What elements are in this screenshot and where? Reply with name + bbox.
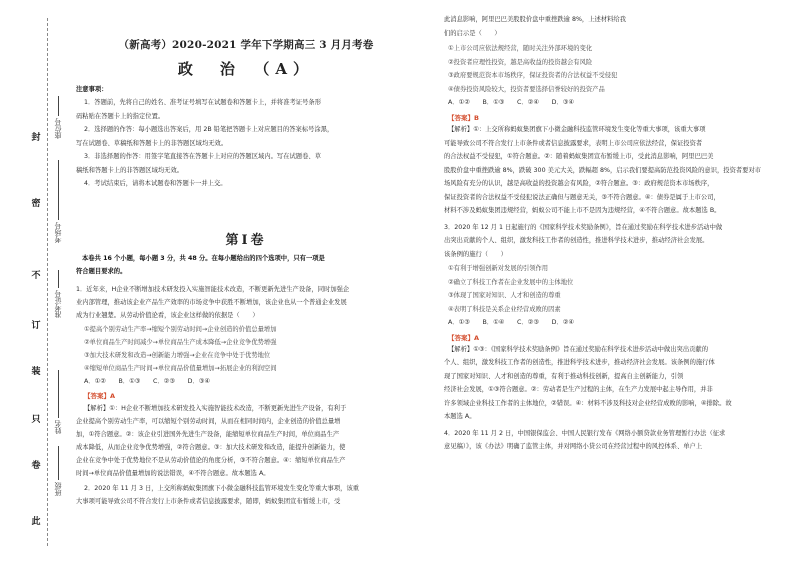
option-line: ④债券投资风险较大，投资者要选择信誉较好的投资产品	[448, 85, 605, 93]
note-line: 2．选择题的作答：每小题选出答案后，用 2B 铅笔把答题卡上对应题目的答案标号涂黑，	[84, 126, 334, 133]
left-column	[76, 0, 416, 562]
answer-label: 【答案】A	[84, 392, 116, 400]
intro-line: 符合题目要求的。	[76, 268, 127, 275]
binding-field-label: 姓名	[54, 420, 62, 434]
question-line: 大事项可能导致公司不符合发行上市条件或者信息披露要求，随即，蚂蚁集团宣布暂缓上市，受	[76, 498, 341, 505]
binding-char: 卷	[31, 461, 41, 471]
note-line: 码粘贴在答题卡上的指定位置。	[76, 112, 165, 120]
choices-line: A．①② B．①③ C．②③ D．③④	[84, 378, 211, 385]
note-line: 1．答题前，先将自己的姓名、准考证号填写在试题卷和答题卡上，并将准考证号条形	[84, 99, 321, 106]
explanation-line: 【解析】①③：《国家科学技术奖励条例》旨在通过奖励在科学技术进步活动中做出突出贡献的	[448, 345, 709, 353]
explanation-line: 时间→单位商品价值量增加的说法错误，④不符合题意。故本题选 A。	[76, 470, 270, 477]
explanation-line: 可能导致公司不符合发行上市条件或者信息披露要求，表明上市公司应依法经营，保证投资者	[444, 139, 703, 147]
option-line: ①有利于增强创新对发展的引领作用	[448, 265, 549, 272]
option-line: ③政府要规范资本市场秩序，保证投资者的合法权益不受侵犯	[448, 72, 618, 79]
binding-field-underline	[58, 270, 59, 288]
question-line: 2．2020 年 11 月 3 日，上交所称蚂蚁集团旗下小微金融科技监管环境发生变化等重大事项，该重	[84, 485, 360, 492]
binding-field-underline	[58, 446, 59, 480]
explanation-line: 加，①符合题意。②：该企业引进国外先进生产设备，能缩短单位商品生产时间，单位商品生产	[76, 431, 340, 438]
explanation-line: 个人、组织，激发科技工作者的创造性，推进科学技术进步，推动经济社会发展。该条例的施行体	[444, 359, 715, 366]
question-line: 3．2020 年 12 月 1 日起施行的《国家科学技术奖励条例》，旨在通过奖励在科学技术进步活动中做	[444, 223, 723, 231]
binding-dashed-line	[47, 18, 48, 546]
option-line: ②确立了科技工作者在企业发展中的主体地位	[448, 278, 574, 286]
note-line: 稿纸和答题卡上的非答题区域均无效。	[76, 166, 184, 174]
question-line: 4．2020 年 11 月 2 日，中国银保监会、中国人民银行发布《网络小额贷款业务管理暂行办法（征求	[444, 429, 726, 437]
binding-char: 只	[31, 415, 41, 425]
question-line: 该条例的施行（ ）	[444, 250, 507, 258]
note-line: 写在试题卷、草稿纸和答题卡上的非答题区域均无效。	[76, 139, 228, 147]
binding-field-label: 座位号	[54, 118, 62, 139]
intro-line: 本卷共 16 个小题，每小题 3 分，共 48 分。在每小题给出的四个选项中，只有一项是	[82, 255, 325, 262]
explanation-line: 企业提高个别劳动生产率，可以缩短个别劳动时间，从而在相同时间内，企业创造的价值总量增	[76, 418, 341, 425]
binding-field-underline	[58, 160, 59, 220]
question-line: 此消息影响，阿里巴巴美股股价盘中重挫跌逾 8%，上述材料给我	[444, 16, 627, 23]
option-line: ④表明了科技是关系企业经营成败的因素	[448, 305, 561, 313]
explanation-line: 【解析】①：H企业不断增加技术研发投入实施智能技术改造，不断更新先进生产设备，有利于	[84, 405, 347, 412]
option-line: ②投资者应理性投资，越是高收益的投资越会有风险	[448, 58, 593, 66]
option-line: ①提高个别劳动生产率→缩短个别劳动时间→企业创造的价值总量增加	[84, 326, 277, 333]
binding-char: 不	[31, 271, 41, 281]
binding-char: 封	[31, 133, 41, 143]
right-column	[444, 0, 776, 562]
exam-title: （新高考）2020-2021 学年下学期高三 3 月月考卷	[118, 39, 374, 51]
question-line: 业内部管理，推动该企业产品生产效率的市场竞争中获胜不断增加，该企业也从一个普通企业发展	[76, 299, 347, 306]
question-line: 们的启示是（ ）	[444, 29, 501, 37]
option-line: ①上市公司应依法规经营，随时关注外部环境的变化	[448, 45, 593, 52]
explanation-line: 股股价盘中重挫跌逾 8%，跌破 300 美元大关，跌幅超 8%，启示我们要提高防范投资风险的意识，投资者要对市	[444, 166, 762, 174]
option-line: ②单位商品生产时间减少→单位商品生产成本降低→企业竞争优势增强	[84, 339, 277, 346]
question-line: 意见稿）》，该《办法》明确了监管主体，并对网络小贷公司在经营过程中的风控体系、单户上	[444, 443, 703, 450]
binding-char: 此	[31, 517, 41, 527]
notes-heading: 注意事项：	[76, 86, 108, 93]
subject-title: 政 治 （A）	[177, 60, 315, 78]
option-line: ③体现了国家对知识、人才和创造的尊重	[448, 292, 561, 299]
explanation-line: 的合法权益不受侵犯，①符合题意。②：随着蚂蚁集团宣布暂缓上市，受此消息影响，阿里巴巴美	[444, 153, 714, 160]
binding-field-label: 考场号	[54, 222, 62, 243]
explanation-line: 本题选 A。	[444, 413, 476, 420]
explanation-line: 成本降低，从而企业竞争优势增强，②符合题意。③：加大技术研发和改造，能提升创新能力，使	[76, 444, 346, 451]
choices-line: A．①③ B．①④ C．②③ D．②④	[448, 319, 575, 326]
explanation-line: 材料不涉及蚂蚁集团违规经营，蚂蚁公司不能上市不是因为违规经营，④不符合题意。故本题选 B。	[444, 207, 721, 214]
section-title: 第Ⅰ卷	[225, 233, 267, 248]
answer-label: 【答案】B	[448, 114, 479, 122]
note-line: 4．考试结束后，请将本试题卷和答题卡一并上交。	[84, 180, 227, 187]
question-line: 出突出贡献的个人、组织，激发科技工作者的创造性，推进科学技术进步，推动经济社会发展。	[444, 237, 709, 244]
explanation-line: 【解析】①：上交所称蚂蚁集团旗下小微金融科技监管环境发生变化等重大事项，该重大事项	[448, 126, 706, 133]
binding-field-underline	[58, 370, 59, 418]
binding-char: 装	[31, 367, 41, 377]
note-line: 3．非选择题的作答：用签字笔直接答在答题卡上对应的答题区域内。写在试题卷、草	[84, 153, 321, 160]
explanation-line: 经济社会发展，①③符合题意。②：劳动者是生产过程的主体，在生产力发展中起主导作用，并非	[444, 386, 713, 393]
option-line: ④缩短单位商品生产时间→单位商品价值量增加→拓展企业的利润空间	[84, 365, 277, 372]
question-line: 1．近年来，H企业不断增加技术研发投入实施智能技术改造，不断更新先进生产设备，同时加强企	[76, 286, 350, 293]
binding-char: 密	[31, 199, 41, 209]
explanation-line: 企业在竞争中处于优势地位不是从劳动价值论的角度分析，③不符合题意。④：缩短单位商品生产	[76, 457, 346, 464]
answer-label: 【答案】A	[448, 333, 480, 342]
binding-field-label: 准考证号	[54, 290, 62, 318]
option-line: ③加大技术研发和改造→创新能力增强→企业在竞争中处于优势地位	[84, 352, 271, 359]
choices-line: A．①② B．①③ C．②④ D．③④	[448, 99, 575, 106]
explanation-line: 场风险有充分的认识，越是高收益的投资越会有风险，②符合题意。③：政府规范资本市场秩序，	[444, 180, 714, 187]
explanation-line: 现了国家对知识、人才和创造的尊重，有利于推动科技创新，提高自主创新能力，引领	[444, 372, 684, 380]
explanation-line: 保证投资者的合法权益不受侵犯说法正确但与题意无关，③不符合题意。④：债券是属于上市公司，	[444, 193, 720, 201]
question-line: 成为行业翘楚。从劳动价值论看，该企业这样做的依据是（ ）	[76, 312, 259, 319]
binding-char: 订	[31, 321, 41, 331]
binding-field-label: 班级	[54, 482, 62, 496]
binding-field-underline	[58, 96, 59, 116]
explanation-line: 许多领域企业科技工作者的主体地位，②错误。④：材料不涉及科技对企业经营成败的影响，④排除。故	[444, 399, 732, 407]
